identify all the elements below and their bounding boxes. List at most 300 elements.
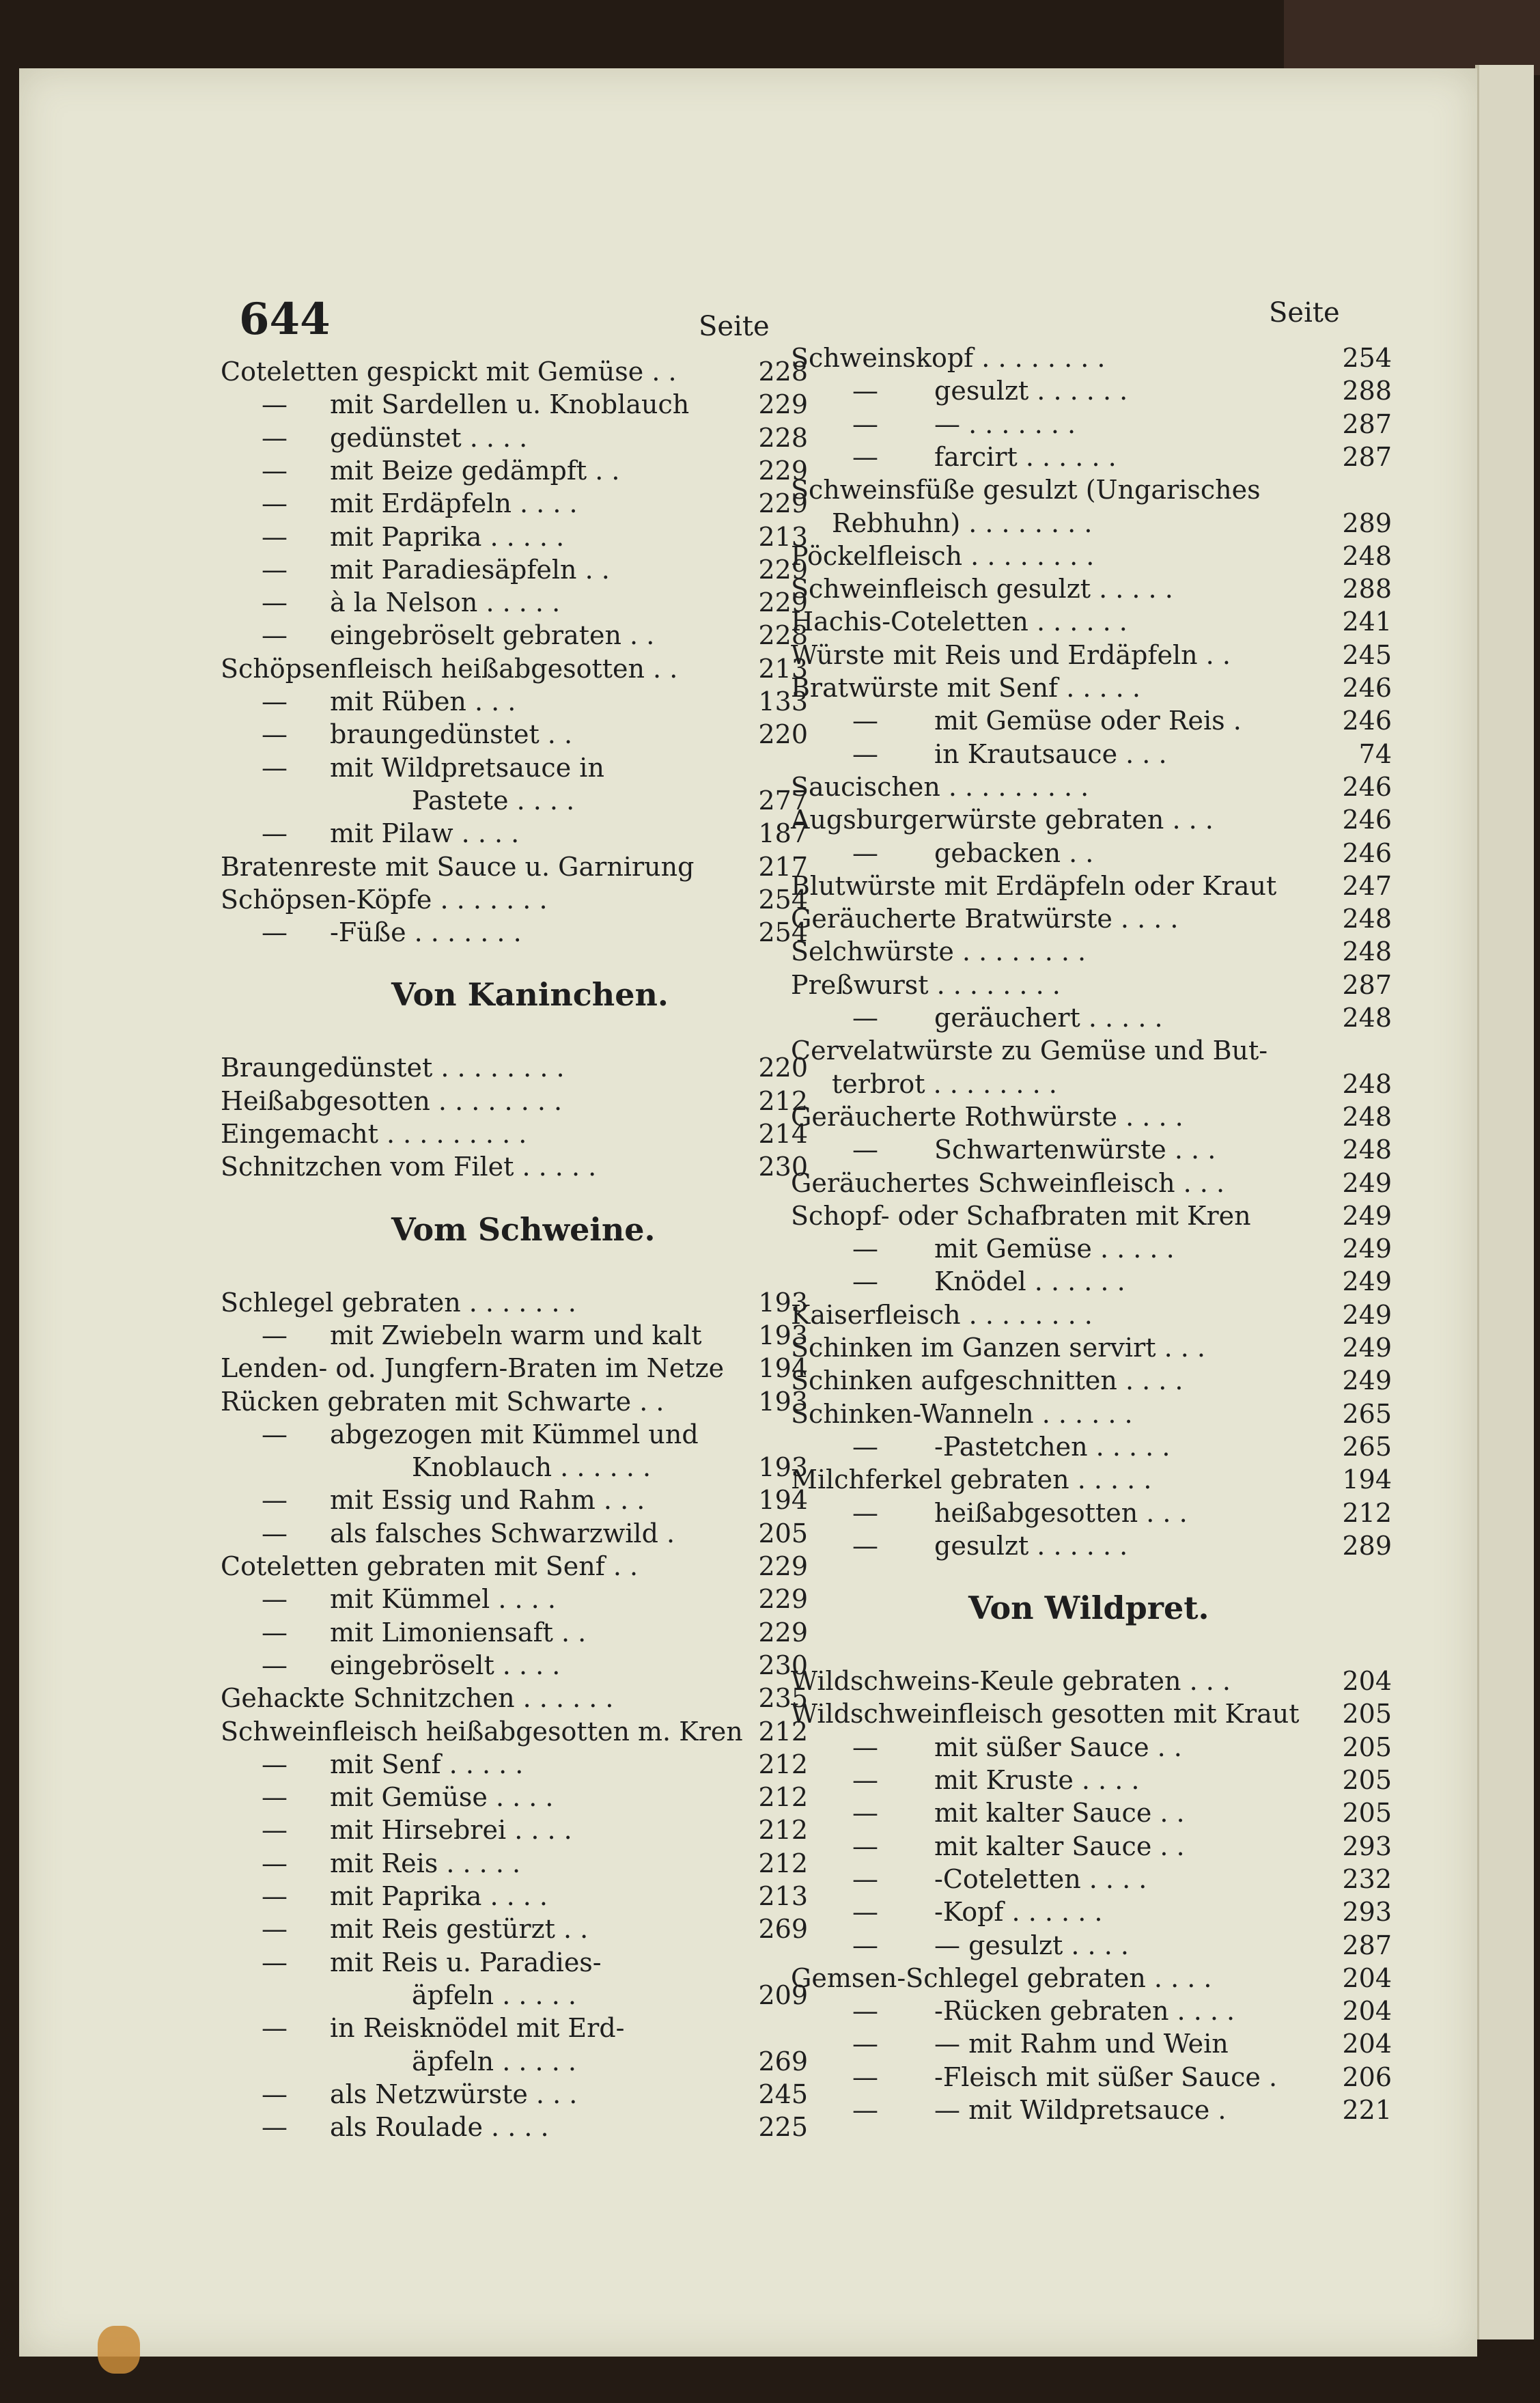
- entry-label: mit Reis u. Paradies-: [330, 1947, 602, 1977]
- entry-page-number: 228: [758, 357, 808, 387]
- ditto-dash: —: [852, 1831, 878, 1861]
- index-entry: [221, 1352, 808, 1385]
- ditto-dash: —: [262, 488, 288, 519]
- ditto-dash: —: [852, 408, 878, 439]
- index-entry: [791, 1430, 1392, 1463]
- entry-page-number: 269: [758, 2046, 808, 2076]
- ditto-dash: —: [262, 587, 288, 618]
- entry-label: Geräucherte Bratwürste . . . .: [791, 904, 1179, 934]
- entry-page-number: 277: [758, 785, 808, 816]
- entry-label: Schweinsfüße gesulzt (Ungarisches: [791, 475, 1261, 505]
- index-entry: [791, 1463, 1392, 1496]
- entry-page-number: 293: [1342, 1897, 1392, 1928]
- ditto-dash: —: [852, 738, 878, 769]
- entry-page-number: 205: [1342, 1699, 1392, 1730]
- entry-page-number: 193: [758, 1386, 808, 1417]
- book-cover-edge: [1284, 0, 1540, 75]
- index-entry: [221, 850, 808, 883]
- entry-label: als Netzwürste . . .: [330, 2079, 578, 2109]
- entry-label: Schwartenwürste . . .: [934, 1135, 1216, 1165]
- next-page-edge: [1475, 65, 1534, 2339]
- entry-page-number: 287: [1342, 969, 1392, 1000]
- entry-label: farcirt . . . . . .: [934, 441, 1117, 472]
- entry-page-number: 74: [1358, 738, 1392, 769]
- index-entry: [791, 1830, 1392, 1863]
- entry-page-number: 212: [758, 1716, 808, 1747]
- entry-page-number: 221: [1342, 2095, 1392, 2125]
- index-entry: [791, 1995, 1392, 2027]
- entry-page-number: 288: [1342, 376, 1392, 406]
- index-entry: [791, 2094, 1392, 2126]
- page-number: 644: [239, 294, 331, 345]
- ditto-dash: —: [852, 1798, 878, 1829]
- entry-label: Schweinfleisch heißabgesotten m. Kren: [221, 1716, 743, 1747]
- entry-label: Coteletten gebraten mit Senf . .: [221, 1551, 639, 1581]
- index-entry: [221, 1847, 808, 1880]
- index-entry: [791, 2027, 1392, 2060]
- entry-page-number: 206: [1342, 2061, 1392, 2092]
- entry-label: heißabgesotten . . .: [934, 1497, 1188, 1528]
- entry-label: Schopf- oder Schafbraten mit Kren: [791, 1200, 1251, 1231]
- entry-label: Coteletten gespickt mit Gemüse . .: [221, 357, 677, 387]
- ditto-dash: —: [852, 1996, 878, 2027]
- index-entry: [791, 1364, 1392, 1397]
- index-entry: [791, 1331, 1392, 1364]
- ditto-dash: —: [262, 389, 288, 420]
- entry-page-number: 246: [1342, 673, 1392, 703]
- entry-label: mit Pilaw . . . .: [330, 818, 520, 849]
- entry-label: Schnitzchen vom Filet . . . . .: [221, 1152, 597, 1182]
- entry-page-number: 230: [758, 1152, 808, 1182]
- entry-label: -Coteletten . . . .: [934, 1863, 1147, 1894]
- index-entry: [221, 1150, 808, 1183]
- ditto-dash: —: [852, 1765, 878, 1795]
- entry-label: in Reisknödel mit Erd-: [330, 2013, 625, 2044]
- entry-page-number: 249: [1342, 1299, 1392, 1330]
- entry-page-number: 246: [1342, 805, 1392, 835]
- index-entry: [221, 784, 808, 817]
- entry-page-number: 204: [1342, 1962, 1392, 1993]
- entry-page-number: 213: [758, 1881, 808, 1911]
- entry-label: Würste mit Reis und Erdäpfeln . .: [791, 639, 1231, 670]
- index-entry: [221, 1117, 808, 1150]
- entry-label: Knoblauch . . . . . .: [412, 1452, 652, 1483]
- entry-page-number: 230: [758, 1650, 808, 1680]
- entry-label: geräuchert . . . . .: [934, 1003, 1163, 1033]
- entry-label: -Pastetchen . . . . .: [934, 1431, 1171, 1462]
- ditto-dash: —: [852, 1930, 878, 1960]
- index-entry: [791, 1665, 1392, 1697]
- index-entry: [221, 1451, 808, 1484]
- entry-page-number: 246: [1342, 837, 1392, 868]
- entry-label: Augsburgerwürste gebraten . . .: [791, 805, 1214, 835]
- index-entry: [221, 1979, 808, 2012]
- entry-page-number: 235: [758, 1683, 808, 1714]
- entry-page-number: 248: [1342, 904, 1392, 934]
- entry-label: mit Gemüse . . . . .: [934, 1234, 1175, 1264]
- entry-page-number: 205: [758, 1518, 808, 1548]
- index-entry: [221, 1616, 808, 1649]
- entry-label: à la Nelson . . . . .: [330, 587, 561, 618]
- book-page: [19, 68, 1477, 2357]
- ditto-dash: —: [852, 1497, 878, 1528]
- entry-label: Wildschweins-Keule gebraten . . .: [791, 1666, 1231, 1697]
- entry-page-number: 229: [758, 554, 808, 585]
- entry-label: mit Hirsebrei . . . .: [330, 1815, 572, 1846]
- index-entry: [791, 671, 1392, 704]
- entry-page-number: 229: [758, 1617, 808, 1648]
- section-heading: Vom Schweine.: [391, 1210, 656, 1248]
- ditto-dash: —: [262, 455, 288, 486]
- entry-page-number: 249: [1342, 1266, 1392, 1297]
- entry-label: als falsches Schwarzwild .: [330, 1518, 675, 1548]
- entry-page-number: 247: [1342, 870, 1392, 901]
- entry-page-number: 225: [758, 2112, 808, 2143]
- entry-label: mit Beize gedämpft . .: [330, 455, 620, 486]
- entry-page-number: 249: [1342, 1234, 1392, 1264]
- entry-label: -Rücken gebraten . . . .: [934, 1996, 1235, 2027]
- entry-label: Hachis-Coteletten . . . . . .: [791, 607, 1128, 637]
- entry-label: terbrot . . . . . . . .: [832, 1068, 1057, 1099]
- entry-page-number: 194: [1342, 1464, 1392, 1495]
- entry-page-number: 289: [1342, 1530, 1392, 1561]
- index-entry: [791, 605, 1392, 638]
- ditto-dash: —: [852, 2029, 878, 2059]
- entry-page-number: 229: [758, 587, 808, 618]
- entry-label: mit Reis gestürzt . .: [330, 1914, 589, 1945]
- index-entry: [791, 1796, 1392, 1829]
- entry-label: mit Kruste . . . .: [934, 1765, 1140, 1795]
- entry-label: Schöpsenfleisch heißabgesotten . .: [221, 653, 678, 684]
- entry-page-number: 241: [1342, 607, 1392, 637]
- entry-label: Saucischen . . . . . . . . .: [791, 771, 1089, 802]
- entry-page-number: 217: [758, 851, 808, 882]
- index-entry: [791, 572, 1392, 605]
- entry-page-number: 293: [1342, 1831, 1392, 1861]
- section-heading: Von Wildpret.: [968, 1589, 1209, 1627]
- ditto-dash: —: [262, 1815, 288, 1846]
- entry-label: mit Erdäpfeln . . . .: [330, 488, 578, 519]
- ditto-dash: —: [262, 1848, 288, 1878]
- entry-page-number: 209: [758, 1980, 808, 2010]
- ditto-dash: —: [852, 1234, 878, 1264]
- entry-label: Schlegel gebraten . . . . . . .: [221, 1287, 576, 1318]
- ditto-dash: —: [262, 1518, 288, 1548]
- entry-page-number: 232: [1342, 1863, 1392, 1894]
- entry-label: mit Rüben . . .: [330, 686, 516, 717]
- entry-label: Blutwürste mit Erdäpfeln oder Kraut: [791, 870, 1277, 901]
- entry-label: Schweinskopf . . . . . . . .: [791, 343, 1106, 373]
- entry-label: Bratwürste mit Senf . . . . .: [791, 673, 1140, 703]
- entry-label: Bratenreste mit Sauce u. Garnirung: [221, 851, 695, 882]
- index-entry: [221, 1583, 808, 1615]
- entry-label: Milchferkel gebraten . . . . .: [791, 1464, 1152, 1495]
- index-entry: [791, 1034, 1392, 1067]
- entry-page-number: 204: [1342, 1666, 1392, 1697]
- entry-page-number: 248: [1342, 1135, 1392, 1165]
- ditto-dash: —: [262, 1749, 288, 1779]
- entry-page-number: 254: [1342, 343, 1392, 373]
- ditto-dash: —: [262, 2013, 288, 2044]
- index-entry: [221, 685, 808, 718]
- entry-page-number: 193: [758, 1320, 808, 1350]
- index-entry: [221, 1913, 808, 1945]
- index-entry: [221, 1484, 808, 1516]
- entry-page-number: 212: [758, 1085, 808, 1116]
- entry-label: mit Essig und Rahm . . .: [330, 1485, 645, 1516]
- ditto-dash: —: [852, 376, 878, 406]
- entry-label: äpfeln . . . . .: [412, 1980, 576, 2010]
- entry-page-number: 246: [1342, 706, 1392, 736]
- entry-label: -Füße . . . . . . .: [330, 917, 522, 948]
- entry-page-number: 213: [758, 653, 808, 684]
- entry-label: Schweinfleisch gesulzt . . . . .: [791, 574, 1173, 605]
- index-entry: [221, 817, 808, 850]
- entry-page-number: 249: [1342, 1365, 1392, 1396]
- entry-label: mit süßer Sauce . .: [934, 1732, 1182, 1762]
- entry-page-number: 204: [1342, 1996, 1392, 2027]
- ditto-dash: —: [852, 706, 878, 736]
- ditto-dash: —: [852, 1266, 878, 1297]
- entry-label: Kaiserfleisch . . . . . . . .: [791, 1299, 1093, 1330]
- entry-page-number: 205: [1342, 1765, 1392, 1795]
- entry-page-number: 204: [1342, 2029, 1392, 2059]
- index-entry: [221, 1946, 808, 1979]
- index-entry: [221, 454, 808, 487]
- ditto-dash: —: [262, 521, 288, 552]
- right-column-seite-header: Seite: [1269, 297, 1340, 329]
- index-entry: [221, 1781, 808, 1814]
- index-entry: [791, 1265, 1392, 1298]
- entry-label: Pöckelfleisch . . . . . . . .: [791, 540, 1095, 571]
- ditto-dash: —: [262, 2079, 288, 2109]
- entry-label: — . . . . . . .: [934, 408, 1076, 439]
- entry-page-number: 220: [758, 1053, 808, 1083]
- index-entry: [221, 1550, 808, 1583]
- ditto-dash: —: [852, 837, 878, 868]
- ditto-dash: —: [262, 1947, 288, 1977]
- ditto-dash: —: [262, 422, 288, 453]
- ditto-dash: —: [262, 1650, 288, 1680]
- entry-page-number: 220: [758, 719, 808, 750]
- index-entry: [221, 520, 808, 553]
- index-entry: [221, 421, 808, 454]
- entry-label: — gesulzt . . . .: [934, 1930, 1129, 1960]
- entry-page-number: 287: [1342, 408, 1392, 439]
- ditto-dash: —: [262, 1782, 288, 1813]
- index-entry: [221, 1748, 808, 1781]
- entry-page-number: 287: [1342, 1930, 1392, 1960]
- entry-page-number: 249: [1342, 1333, 1392, 1363]
- entry-label: Pastete . . . .: [412, 785, 575, 816]
- entry-label: Gehackte Schnitzchen . . . . . .: [221, 1683, 614, 1714]
- ditto-dash: —: [852, 1003, 878, 1033]
- ditto-dash: —: [852, 2095, 878, 2125]
- entry-label: eingebröselt gebraten . .: [330, 620, 655, 651]
- entry-label: als Roulade . . . .: [330, 2112, 549, 2143]
- index-entry: [791, 408, 1392, 441]
- ditto-dash: —: [262, 1485, 288, 1516]
- entry-label: in Krautsauce . . .: [934, 738, 1167, 769]
- entry-label: Schöpsen-Köpfe . . . . . . .: [221, 884, 548, 915]
- entry-page-number: 212: [758, 1749, 808, 1779]
- ditto-dash: —: [852, 441, 878, 472]
- entry-label: mit Senf . . . . .: [330, 1749, 524, 1779]
- entry-label: mit Gemüse . . . .: [330, 1782, 554, 1813]
- entry-label: mit Paprika . . . . .: [330, 521, 565, 552]
- ditto-dash: —: [262, 1419, 288, 1449]
- ditto-dash: —: [852, 1431, 878, 1462]
- entry-label: mit Gemüse oder Reis .: [934, 706, 1242, 736]
- entry-label: Knödel . . . . . .: [934, 1266, 1125, 1297]
- index-entry: [791, 1167, 1392, 1199]
- index-entry: [791, 507, 1392, 540]
- entry-label: eingebröselt . . . .: [330, 1650, 561, 1680]
- index-entry: [221, 1649, 808, 1682]
- index-entry: [221, 1085, 808, 1117]
- entry-page-number: 212: [758, 1848, 808, 1878]
- index-entry: [791, 342, 1392, 374]
- index-entry: [791, 1863, 1392, 1895]
- index-entry: [791, 770, 1392, 803]
- index-entry: [791, 1895, 1392, 1928]
- index-entry: [221, 355, 808, 388]
- entry-page-number: 194: [758, 1485, 808, 1516]
- entry-page-number: 187: [758, 818, 808, 849]
- ditto-dash: —: [262, 1881, 288, 1911]
- entry-page-number: 249: [1342, 1167, 1392, 1198]
- index-entry: [221, 1286, 808, 1319]
- index-entry: [221, 388, 808, 421]
- index-entry: [791, 704, 1392, 737]
- entry-page-number: 133: [758, 686, 808, 717]
- ditto-dash: —: [262, 1617, 288, 1648]
- index-entry: [791, 902, 1392, 935]
- entry-label: mit Limoniensaft . .: [330, 1617, 587, 1648]
- index-entry: [221, 652, 808, 685]
- index-entry: [221, 1051, 808, 1084]
- entry-label: — mit Rahm und Wein: [934, 2029, 1229, 2059]
- index-entry: [791, 1929, 1392, 1962]
- entry-label: gesulzt . . . . . .: [934, 376, 1128, 406]
- index-entry: [221, 751, 808, 784]
- entry-label: Geräucherte Rothwürste . . . .: [791, 1101, 1184, 1132]
- index-entry: [791, 639, 1392, 671]
- index-entry: [221, 1385, 808, 1418]
- entry-label: gesulzt . . . . . .: [934, 1530, 1128, 1561]
- ditto-dash: —: [262, 554, 288, 585]
- index-entry: [221, 718, 808, 751]
- index-entry: [221, 916, 808, 949]
- entry-page-number: 248: [1342, 1101, 1392, 1132]
- index-entry: [791, 1001, 1392, 1034]
- index-entry: [791, 738, 1392, 770]
- entry-label: Lenden- od. Jungfern-Braten im Netze: [221, 1353, 725, 1384]
- index-entry: [221, 1682, 808, 1714]
- entry-page-number: 248: [1342, 540, 1392, 571]
- entry-label: Geräuchertes Schweinfleisch . . .: [791, 1167, 1225, 1198]
- entry-label: Gemsen-Schlegel gebraten . . . .: [791, 1962, 1212, 1993]
- entry-label: Schinken im Ganzen servirt . . .: [791, 1333, 1205, 1363]
- entry-page-number: 249: [1342, 1200, 1392, 1231]
- index-entry: [791, 803, 1392, 836]
- index-entry: [791, 935, 1392, 968]
- entry-page-number: 269: [758, 1914, 808, 1945]
- index-entry: [791, 1529, 1392, 1562]
- index-entry: [221, 883, 808, 916]
- index-entry: [221, 487, 808, 520]
- entry-label: mit Zwiebeln warm und kalt: [330, 1320, 702, 1350]
- entry-page-number: 229: [758, 389, 808, 420]
- index-entry: [221, 1319, 808, 1352]
- index-entry: [791, 1697, 1392, 1730]
- entry-label: Rebhuhn) . . . . . . . .: [832, 508, 1093, 538]
- ditto-dash: —: [262, 1320, 288, 1350]
- ditto-dash: —: [852, 1135, 878, 1165]
- entry-page-number: 212: [758, 1815, 808, 1846]
- entry-label: Wildschweinfleisch gesotten mit Kraut: [791, 1699, 1300, 1730]
- index-entry: [221, 1715, 808, 1748]
- entry-label: mit Kümmel . . . .: [330, 1584, 556, 1615]
- entry-label: mit Wildpretsauce in: [330, 752, 604, 783]
- index-entry: [791, 1199, 1392, 1232]
- entry-label: äpfeln . . . . .: [412, 2046, 576, 2076]
- index-entry: [791, 870, 1392, 902]
- index-entry: [791, 837, 1392, 870]
- index-entry: [221, 1418, 808, 1451]
- entry-label: -Fleisch mit süßer Sauce .: [934, 2061, 1278, 2092]
- index-entry: [791, 1764, 1392, 1796]
- entry-label: mit kalter Sauce . .: [934, 1831, 1185, 1861]
- entry-label: mit Paprika . . . .: [330, 1881, 548, 1911]
- entry-page-number: 212: [758, 1782, 808, 1813]
- entry-label: Schinken-Wanneln . . . . . .: [791, 1398, 1133, 1429]
- paper-stain: [98, 2326, 140, 2374]
- ditto-dash: —: [262, 752, 288, 783]
- ditto-dash: —: [262, 818, 288, 849]
- entry-page-number: 248: [1342, 936, 1392, 967]
- entry-page-number: 228: [758, 620, 808, 651]
- entry-page-number: 246: [1342, 771, 1392, 802]
- index-entry: [791, 1133, 1392, 1166]
- entry-label: mit Sardellen u. Knoblauch: [330, 389, 690, 420]
- entry-page-number: 288: [1342, 574, 1392, 605]
- index-entry: [791, 1100, 1392, 1133]
- index-entry: [791, 473, 1392, 506]
- ditto-dash: —: [852, 1863, 878, 1894]
- index-entry: [791, 441, 1392, 473]
- entry-label: Cervelatwürste zu Gemüse und But-: [791, 1036, 1268, 1066]
- entry-page-number: 289: [1342, 508, 1392, 538]
- index-entry: [791, 540, 1392, 572]
- entry-label: Rücken gebraten mit Schwarte . .: [221, 1386, 664, 1417]
- entry-label: — mit Wildpretsauce .: [934, 2095, 1227, 2125]
- index-entry: [221, 2078, 808, 2111]
- index-entry: [221, 619, 808, 652]
- index-entry: [221, 2111, 808, 2143]
- ditto-dash: —: [262, 1914, 288, 1945]
- entry-page-number: 254: [758, 884, 808, 915]
- entry-page-number: 254: [758, 917, 808, 948]
- index-entry: [791, 969, 1392, 1001]
- entry-label: Eingemacht . . . . . . . . .: [221, 1119, 527, 1149]
- entry-page-number: 229: [758, 1584, 808, 1615]
- index-entry: [221, 586, 808, 619]
- index-entry: [791, 1298, 1392, 1331]
- entry-page-number: 205: [1342, 1798, 1392, 1829]
- index-entry: [791, 1232, 1392, 1265]
- index-entry: [221, 2012, 808, 2044]
